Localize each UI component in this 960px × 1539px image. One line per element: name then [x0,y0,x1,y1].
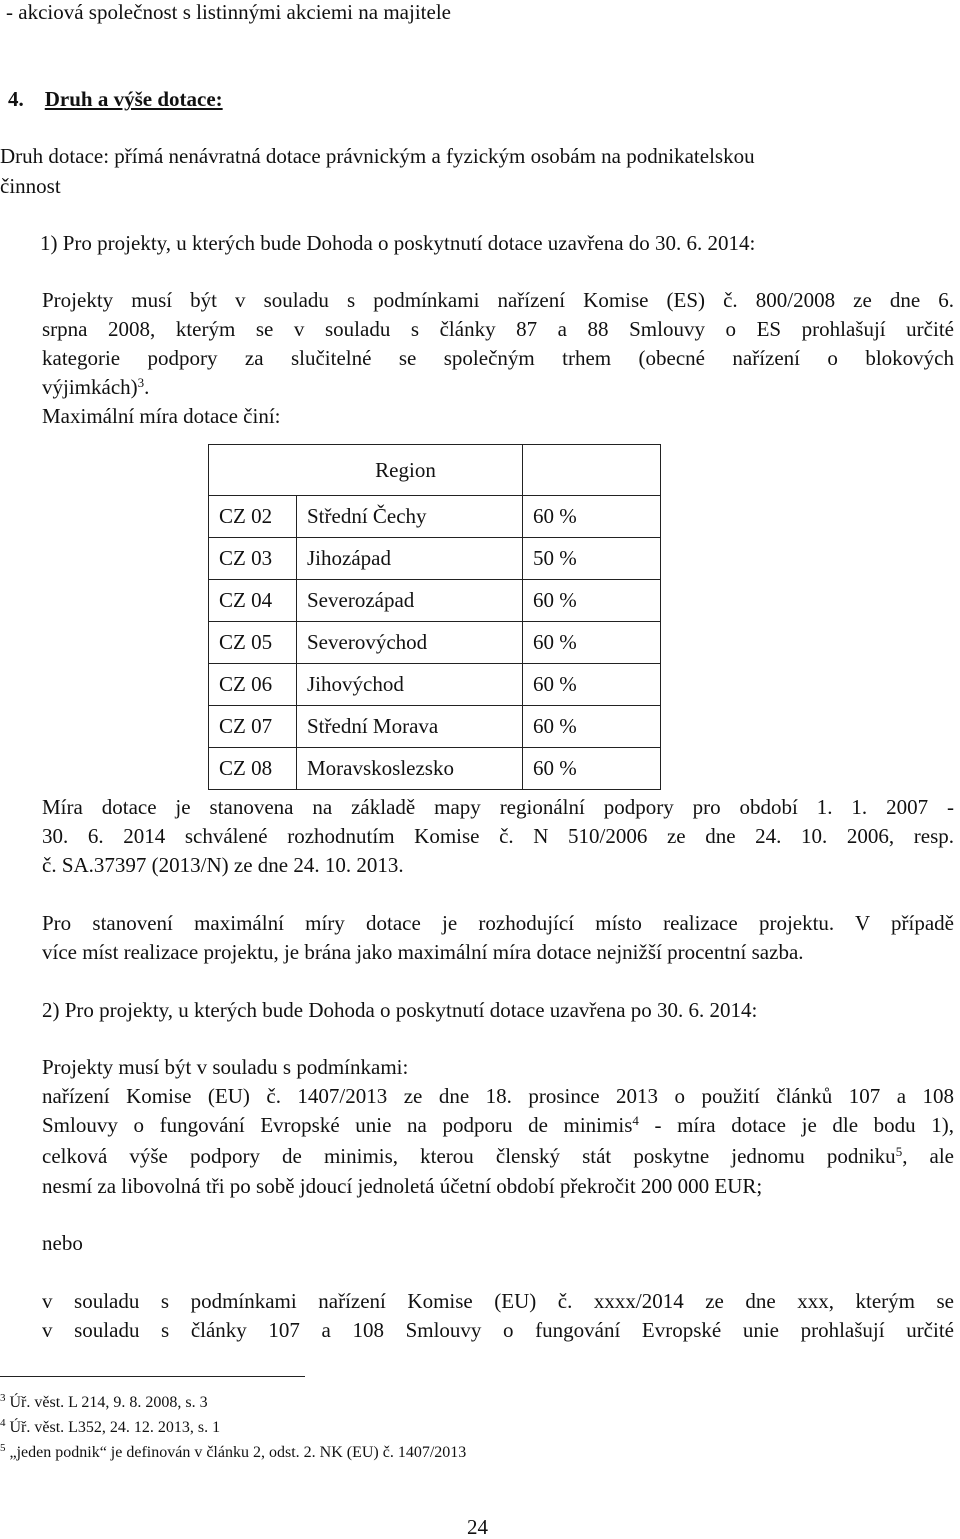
footnote-mark: 3 [0,1392,6,1404]
item-2-intro: Projekty musí být v souladu s podmínkami: [42,1055,409,1079]
region-rate: 60 % [523,496,661,538]
stanoveni-line-1: Pro stanovení maximální míry dotace je rozhodující místo realizace projektu. V případě [42,911,954,935]
region-name: Severozápad [297,580,523,622]
item-2-line-3 [42,1146,954,1167]
region-code: CZ 06 [209,664,297,706]
page-number: 24 [467,1515,488,1539]
region-name: Jihovýchod [297,664,523,706]
item-2-line-2-rest: - míra dotace je dle bodu 1), [638,1113,955,1137]
item-1-line-3: kategorie podpory za slučitelné se společným trhem (obecné nařízení o blokových [42,346,954,370]
item-1-line-2: srpna 2008, kterým se v souladu s články 87 a 88 Smlouvy o ES prohlašují určité [42,317,954,341]
footnote-ref-5[interactable]: 5 [895,1144,903,1159]
region-rate-table [208,444,661,790]
item-2-line-5: v souladu s podmínkami nařízení Komise (EU) č. xxxx/2014 ze dne xxx, kterým se [42,1289,954,1313]
footnote-ref-3[interactable]: 3 [137,375,145,390]
footnote-5 [0,1442,467,1461]
region-name: Střední Morava [297,706,523,748]
item-2-line-6: v souladu s články 107 a 108 Smlouvy o fungování Evropské unie prohlašují určité [42,1318,954,1342]
footnote-mark: 5 [0,1442,6,1454]
section-title: Druh a výše dotace: [44,87,223,111]
region-rate: 60 % [523,706,661,748]
region-code: CZ 08 [209,748,297,790]
footnote-separator [0,1376,305,1377]
rate-header-empty [523,445,661,496]
region-name: Jihozápad [297,538,523,580]
footnote-mark: 4 [0,1417,6,1429]
item-2-line-3-text: celková výše podpory de minimis, kterou členský stát poskytne jednomu podniku [42,1144,896,1168]
footnote-ref-4[interactable]: 4 [632,1113,639,1128]
footnote-text: Úř. věst. L 214, 9. 8. 2008, s. 3 [5,1394,208,1411]
table-row [209,706,661,748]
region-code: CZ 03 [209,538,297,580]
region-code: CZ 02 [209,496,297,538]
section-number: 4. [8,87,24,111]
region-name: Střední Čechy [297,496,523,538]
druh-line-2: činnost [0,174,61,198]
region-code: CZ 05 [209,622,297,664]
region-name: Moravskoslezsko [297,748,523,790]
footnote-text: Úř. věst. L352, 24. 12. 2013, s. 1 [5,1419,221,1436]
table-row [209,748,661,790]
section-4-heading [8,89,223,110]
table-row [209,538,661,580]
item-1-line-4 [42,377,149,398]
max-rate-label: Maximální míra dotace činí: [42,404,281,428]
table-row [209,496,661,538]
item-1-period: . [144,375,150,399]
region-rate: 60 % [523,748,661,790]
region-rate: 60 % [523,664,661,706]
item-2-line-3-rest: , ale [902,1144,955,1168]
item-2-line-4: nesmí za libovolná tři po sobě jdoucí jednoletá účetní období překročit 200 000 EUR; [42,1174,763,1198]
table-row [209,622,661,664]
item-1-last-text: výjimkách) [42,375,138,399]
item-2-heading: 2) Pro projekty, u kterých bude Dohoda o poskytnutí dotace uzavřena po 30. 6. 2014: [42,998,758,1022]
item-2-line-2-text: Smlouvy o fungování Evropské unie na podporu de minimis [42,1113,633,1137]
table-row [209,580,661,622]
top-line: - akciová společnost s listinnými akciemi na majitele [6,0,451,24]
table-header-row [209,445,661,496]
region-code: CZ 04 [209,580,297,622]
region-name: Severovýchod [297,622,523,664]
mira-line-3: č. SA.37397 (2013/N) ze dne 24. 10. 2013. [42,853,404,877]
region-header: Region [209,445,523,496]
footnote-3 [0,1392,208,1411]
region-rate: 50 % [523,538,661,580]
mira-line-1: Míra dotace je stanovena na základě mapy regionální podpory pro období 1. 1. 2007 - [42,795,954,819]
footnote-text: „jeden podnik“ je definován v článku 2, odst. 2. NK (EU) č. 1407/2013 [5,1444,467,1461]
item-1-heading: 1) Pro projekty, u kterých bude Dohoda o poskytnutí dotace uzavřena do 30. 6. 2014: [40,231,756,255]
druh-line-1 [0,146,956,167]
region-rate: 60 % [523,622,661,664]
table-row [209,664,661,706]
region-code: CZ 07 [209,706,297,748]
footnote-4 [0,1417,221,1436]
druh-text: Druh dotace: přímá nenávratná dotace právnickým a fyzickým osobám na podnikatelskou [0,144,755,168]
item-2-line-2 [42,1115,954,1136]
item-1-line-1: Projekty musí být v souladu s podmínkami nařízení Komise (ES) č. 800/2008 ze dne 6. [42,288,954,312]
mira-line-2: 30. 6. 2014 schválené rozhodnutím Komise č. N 510/2006 ze dne 24. 10. 2006, resp. [42,824,954,848]
stanoveni-line-2: více míst realizace projektu, je brána jako maximální míra dotace nejnižší procentní sazba. [42,940,804,964]
item-2-line-1: nařízení Komise (EU) č. 1407/2013 ze dne 18. prosince 2013 o použití článků 107 a 108 [42,1084,954,1108]
nebo-text: nebo [42,1231,83,1255]
region-rate: 60 % [523,580,661,622]
